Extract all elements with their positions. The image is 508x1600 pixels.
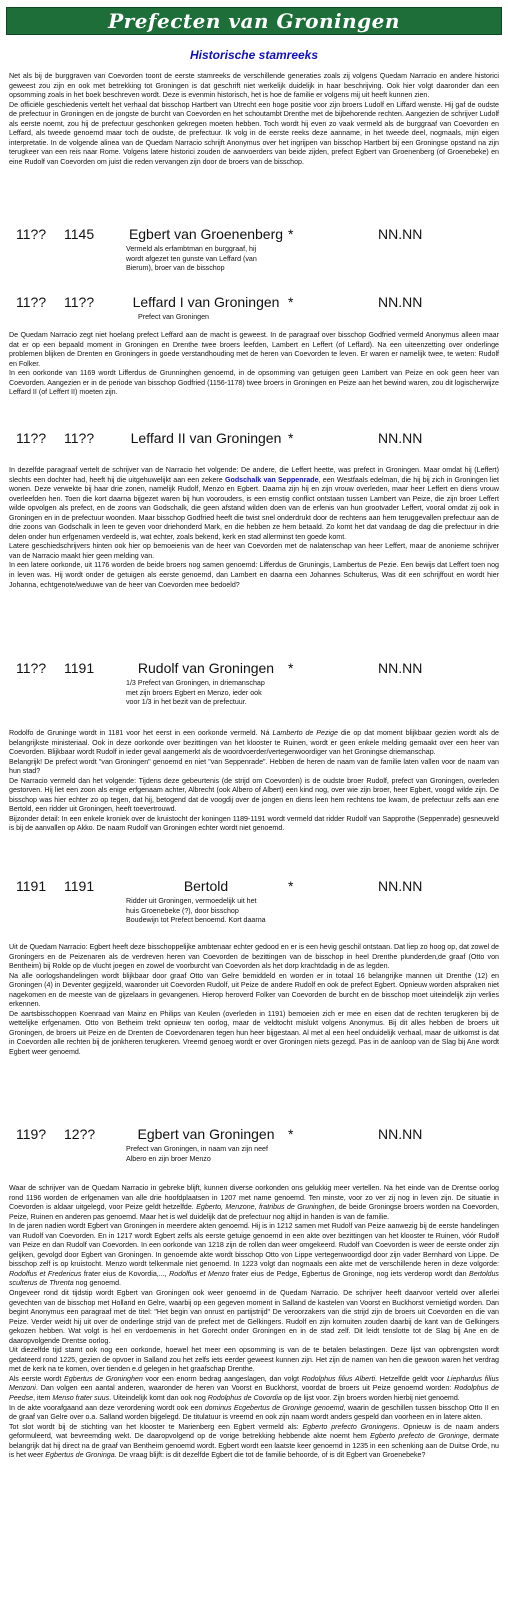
text-run-italic: Rodolphus de Peedse: [9, 1384, 499, 1403]
section-paragraph: De Narracio vermeld dan het volgende: Tijdens deze gebeurtenis (de strijd om Coevorden) is de oudste broer Rudolf, prefect van Groningen, overleden gestorven. Hij liet een zoon als enige erfgenaam achter, Albrecht (ook Albero of Albert) een kind nog, over wie zijn broer, heer Egbert, voogd wilde zijn. De bisschop was hier echter zo op tegen, dat hij, betogend dat de voogdij over de jongen en diens leen hem rechtens toe kwam, de prefectuur zelfs aan ene Bertold, een ridder uit Groningen, heeft toevertrouwd.: [9, 776, 499, 814]
section-paragraph: [9, 1222, 499, 1289]
description-line: 1/3 Prefect van Groningen, in driemanschap: [126, 679, 265, 687]
section-paragraph: Uit de Quedam Narracio: Egbert heeft deze bisschoppelijke ambtenaar echter gedood en er is een hevig geschil ontstaan. Dat liep zo hoog op, dat zowel de Groningers en de Peizenaren als de verdreven heren van Coevorden de bezittingen van de bisschop in heel Drenthe plunderden,de graaf (Otto von Bentheim) bij Rolde op de vlucht joegen en zowel de voorburcht van Coevorden als het dorp krachtdadig in de as legden.: [9, 943, 499, 971]
star-marker: *: [288, 226, 294, 242]
person-name: Egbert van Groenenberg: [128, 226, 284, 242]
text-run-italic: Egberto, Menzone, fratribus de Gruninghen: [196, 1203, 335, 1212]
text-run-italic: Egberto prefecto Groningens: [302, 1422, 398, 1431]
spouse-placeholder: NN.NN: [378, 294, 423, 310]
death-year: 1191: [64, 660, 95, 676]
text-run: , de beide Groningse broers worden na Coevorden, Peize, Ruinen en anderen pas genoemd. Maar het is wel duidelijk dat de prefectuur nog altijd in handen is van de familie.: [9, 1203, 500, 1221]
birth-year: 1191: [16, 878, 47, 894]
section-paragraph: De aartsbisschoppen Koenraad van Mainz en Philips van Keulen (overleden in 1191) bemoeien zich er mee en eisen dat de rechten terugkeren bij de wettelijke erfgenamen. Otto von Betheim trekt opnieuw ten oorlog, maar de veldtocht mislukt volgens Anonymus. Bij dit alles hebben de broers uit Groningen, de broers uit Peize en de Drenten de Coevordenaren tegen hun heer bijgestaan. Al met al een heel onduidelijk verhaal, maar de uitkomst is dat in Coevorden alle rechten bij de jonkheren terugkeren. Vreemd genoeg wordt er over Groningen niets gezegd. Pas in de aanloop van de Slag bij Ane wordt Egbert weer genoemd.: [9, 1009, 499, 1057]
text-run-italic: Rodolfus et Fredericus: [9, 1269, 82, 1278]
godschalk-link[interactable]: Godschalk van Seppenrade: [224, 475, 319, 484]
text-run: In de akte voorafgaand aan deze verordening wordt ook een: [9, 1403, 205, 1412]
text-run-italic: Liephardus filius Menzoni: [9, 1374, 499, 1393]
rudolf-text: [9, 729, 499, 834]
description-line: voor 1/3 in het bezit van de prefectuur.: [126, 698, 247, 707]
text-run: Als eerste wordt: [9, 1374, 65, 1383]
section-paragraph: [9, 1375, 499, 1404]
spouse-placeholder: NN.NN: [378, 226, 423, 242]
spouse-placeholder: NN.NN: [378, 660, 423, 676]
person-name: Leffard II van Groningen: [130, 430, 282, 446]
description-line: Prefect van Groningen, in naam van zijn neef: [126, 1145, 268, 1153]
section-paragraph: Ongeveer rond dit tijdstip wordt Egbert van Groningen ook weer genoemd in de Quedam Narracio. De schrijver heeft daarvoor verteld over allerlei gevechten van de bisschop met Holland en Gelre, waarbij op een gegeven moment in Salland de kastelen van Voorst en Buckhorst vernietigd worden. Dan begint Anonymus een paragraaf met de titel: "Het begin van onrust en partijstrijd" De veroorzakers van die strijd zijn de broers uit Coevorden en die van Peize. Verder weidt hij uit over de onderlinge strijd van de prefect met de Gelkingers. Rudolf en zijn kornuiten zouden daarbij de kant van de Gelkingers gekozen hebben. Wat volgt is hel en verdoemenis in het Gorecht onder Groningen en in de stad zelf. Dit leidt tenslotte tot de Slag bij Ane en de daaropvolgende Drentse oorlog.: [9, 1289, 499, 1345]
section-paragraph: In een latere oorkonde, uit 1176 worden de beide broers nog samen genoemd: Lifferdus de Gruningis, Lambertus de Pezie. Een bewijs dat Leffert toen nog in leven was. Hij wordt onder de getuigen als eerste genoemd, dan Lambert en daarna een Johannes Schulterus, Was dit een schrijffout en wordt hier Johanna, echtgenote/weduwe van de heer van Coevorden mee bedoeld?: [9, 561, 499, 589]
section-paragraph: [9, 729, 499, 758]
section-paragraph: Na alle oorlogshandelingen wordt blijkbaar door graaf Otto van Gelre bemiddeld en worden er in totaal 16 belangrijke mannen uit Drenthe (12) en Groningen (4) in Deventer gegijzeld, waaronder uit Coevorden Rudolf, uit Peize de andere Rudolf en ook de prefect Egbert. Opnieuw worden afspraken niet nagekomen en de meeste van de gijzelaars in gevangenen. Hierop heroverd Folker van Coevorden de burcht en de bisschop moet uiteindelijk zijn verlies erkennen.: [9, 971, 499, 1009]
person-name: Egbert van Groningen: [137, 1126, 275, 1142]
text-run: . De vraag blijft: is dit dezelfde Egbert die tot de familie behoorde, of is dit Egbert van Groenebeke?: [114, 1451, 426, 1460]
entry-description: [138, 313, 209, 323]
description-line: huis Groenebeke (?), door bisschop: [126, 906, 239, 915]
person-name: Bertold: [183, 878, 229, 894]
birth-year: 11??: [16, 660, 47, 676]
death-year: 1191: [64, 878, 95, 894]
title-banner: [6, 7, 502, 35]
death-year: 11??: [64, 430, 95, 446]
text-run: . Dan volgen een aantal anderen, waaronder de heren van Voorst en Buckhorst, voordat de broers uit Peize genoemd worden:: [35, 1384, 455, 1393]
text-run-italic: Rodolphus de Covordia: [207, 1394, 282, 1403]
text-run: In dezelfde paragraaf vertelt de schrijver van de Narracio het volgende: De andere, die Leffert heette, was prefect in Groningen. Maar omdat hij (Leffert) slechts een dochter had, heeft hij die uitgehuwelijkt aan een zekere: [9, 466, 499, 484]
star-marker: *: [288, 1126, 294, 1142]
star-marker: *: [288, 294, 294, 310]
text-run: , item: [33, 1394, 53, 1403]
text-run: , een Westfaals edelman, die hij bij zich in Groningen liet wonen. Deze verwekte bij haar drie zonen, namelijk Rudolf, Menzo en Egbert. Daarna zijn hij en zijn vrouw overleden, maar heer Leffert en diens vrouw overleefden hen. Toen die kort daarna bijgezet waren bij hun voorouders, is een ernstig conflict ontstaan tussen Lambert van Peize, die zijn broer Leffert wilde opvolgen als prefect, en de zoons van Godschalk, die geen afstand wilden doen van de erfenis van hun grootvader Leffert, vooral omdat zij ook in Groningen en in de prefectuur woonden. Maar bisschop Godfried heeft die twist snel onderdrukt door de rechtens aan hem teruggevallen prefectuur aan de drie zoons van Godschalk in leen te geven voor driehonderd Mark, en die hebben ze hem betaald. Zo komt het dat vandaag de dag die prefectuur in drie delen onder hun erfgenamen verdeeld is, wat echter, zoals bekend, kerk en stad allerminst ten goede komt.: [9, 475, 499, 541]
intro-paragraph: Net als bij de burggraven van Coevorden toont de eerste stamreeks de verschillende generaties zoals zij volgens Quedam Narracio en andere historici geweest zou zijn en ook met betrekking tot Groningen is dat geschrift niet werkelijk duidelijk in haar beschrijving. Ook hier volgt daaronder dan een opsomming zoals in het boek beschreven wordt. Deze is evenmin historisch, het is hoe de familie er volgens mij uit heeft kunnen zien.: [9, 72, 499, 100]
section-paragraph: De Quedam Narracio zegt niet hoelang prefect Leffard aan de macht is geweest. In de paragraaf over bisschop Godfried vermeld Anonymus alleen maar dat er op een bepaald moment in Groningen en Drenthe twee broers leefden, Lambert en Leffert (of Leffard). Na een uiteenzetting over onderlinge problemen blijken de Drenten en Groningers in goede verstandhouding met de heren van Coevorden te leven. Er waren er namelijk twee, te weten: Rudolf en Folker.: [9, 331, 499, 368]
description-line: Prefect van Groningen: [138, 313, 209, 321]
death-year: 12??: [64, 1126, 96, 1142]
intro-paragraph: De officiële geschiedenis vertelt het verhaal dat bisschop Hartbert van Utrecht een hoge positie voor zijn broers Ludolf en Liffard wenste. Hij gaf de oudste de prefectuur in Groningen en de jongste de burcht van Coevorden en het schoutambt Drenthe met de bijbehorende rechten. Aangezien de schrijver Ludolf als eerste noemt, zou hij de prefectuur geschonken gekregen moeten hebben. Toch wordt hij even zo vaak vermeld als de burggraaf van Coevorden en Leffard, als tweede genoemd maar toch de oudste, de prefectuur. Ik volg in de eerste reeks deze aanname, in het tweede deel, nogmaals, mijn eigen interpretatie. In de volgende alinea van de Quedam Narracio schrijft Anonymus over het ingrijpen van bisschop Hartbert bij een Groningse opstand na zijn terugkeer van een reis naar Rome. Volgens latere historici zouden de aanvoerders van beide zijden, prefect Egbert van Groenenberg (of Groenebeke) en eine Rudolf van Coevorden om juist die reden vervangen zijn door de broers van de bisschop.: [9, 100, 499, 166]
description-line: Ridder uit Groningen, vermoedelijk uit het: [126, 897, 257, 905]
text-run: frater eius de Kovordia,...,: [81, 1269, 170, 1278]
spouse-placeholder: NN.NN: [378, 430, 423, 446]
text-run: die op dat moment blijkbaar gezien wordt als de belangrijkste ministeriaal. Ook in deze oorkonde over bezittingen van het klooster te Ruinen, wordt er geen enkele melding gemaakt over een heer van Coevorden. Blijkbaar wordt Rudolf in ieder geval aangemerkt als de woordvoerder/vertegenwoordiger van het Groningse driemanschap.: [9, 729, 499, 757]
death-year: 11??: [64, 294, 95, 310]
bertold-text: [9, 943, 499, 1058]
text-run-italic: Rodolphus filius Alberti: [301, 1374, 376, 1383]
entry-description: [126, 679, 265, 708]
page-subtitle: Historische stamreeks: [189, 48, 319, 62]
text-run: . Hetzelfde geldt voor: [375, 1374, 447, 1383]
section-paragraph: Uit diezelfde tijd stamt ook nog een oorkonde, hoewel het meer een opsomming is van de te betalen belastingen. Deze lijst van opbrengsten wordt gedateerd rond 1225, gezien de opvoer in Salland zou het zelfs iets eerder geweest kunnen zijn. Het zijn de namen van hen die gewoon waren het verdrag met de kerk na te komen, over tienden e.d gelegen in het graafschap Drenthe.: [9, 1346, 499, 1374]
leffard-ii-text: [9, 466, 499, 590]
text-run: voor een enorm bedrag aangeslagen, dan volgt: [142, 1374, 302, 1383]
birth-year: 11??: [16, 430, 47, 446]
text-run-italic: Bertoldus sculterus de Threnta: [9, 1269, 499, 1288]
text-run: . Uiteindelijk komt dan ook nog: [109, 1394, 208, 1403]
text-run: frater eius de Pedge, Egbertus de Groninge, nog iets verderop wordt dan: [229, 1269, 470, 1278]
birth-year: 11??: [16, 226, 47, 242]
text-run: Tot slot wordt bij de stichting van het klooster te Marienberg een Egbert vermeld als:: [9, 1422, 303, 1431]
person-name: Rudolf van Groningen: [137, 660, 275, 676]
spouse-placeholder: NN.NN: [378, 1126, 423, 1142]
text-run: . Opnieuw is de naam anders geformuleerd, wat bevreemding wekt. De daaropvolgend op de vorige betrekking hebbende akte noemt hem: [9, 1422, 499, 1441]
text-run-italic: Menso frater suus: [52, 1394, 110, 1403]
section-paragraph: Latere geschiedschrijvers hinten ook hier op bemoeienis van de heer van Coevorden met de nalatenschap van heer Leffert, maar de anonieme schrijver van de Narracio maakt hier geen melding van.: [9, 542, 499, 560]
description-line: Boudewijn tot Prefect benoemd. Kort daarna: [126, 916, 266, 925]
death-year: 1145: [64, 226, 95, 242]
text-run: , waarin de geschillen tussen bisschop Otto II en de graaf van Gelre over o.a. Salland worden bijgelegd. De titulatuur is vreemd en ook zijn naam wordt anders gespeld dan voorheen en in latere akten.: [9, 1403, 499, 1422]
text-run-italic: dominus Ecgebertus de Groninge genoemd: [204, 1403, 344, 1412]
text-run-italic: Rodolfus et Menzo: [169, 1269, 230, 1278]
entry-description: [126, 245, 257, 274]
text-run: Rodolfo de Gruninge wordt in 1181 voor het eerst in een oorkonde vermeld. Ná: [9, 729, 273, 737]
description-line: Albero en zijn broer Menzo: [126, 1154, 211, 1163]
section-paragraph: [9, 466, 499, 542]
star-marker: *: [288, 430, 294, 446]
spouse-placeholder: NN.NN: [378, 878, 423, 894]
banner-title: Prefecten van Groningen: [108, 9, 400, 33]
text-run: In de jaren nadien wordt Egbert van Groningen in meerdere akten genoemd. Hij is in 1212 samen met Rudolf van Peize aanwezig bij de eerste handelingen van Rudolf van Coevorden. En in 1217 wordt Egbert zelfs als eerste getuige genoemd in een akte over bezittingen van het klooster te Ruinen, vóór Rudolf van Peize en dan Rudolf van Coevorden. In een oorkonde van 1218 zijn de rollen dan weer omgekeerd. Rudolf van Coevorden is weer de eerste onder zijn gelijken, gevolgd door Egbert van Groningen. In genoemde akte wordt bisschop Otto von Lippe vertegenwoordigd door zijn vader Bernhard von Lippe. De bisschop zelf is op kruistocht. Menzo wordt telkenmale niet genoemd. In 1223 volgt dan nogmaals een akte met de verschillende heren in deze volgorde:: [9, 1222, 499, 1269]
text-run: op de lijst voor. Zijn broers worden hierbij niet genoemd.: [281, 1394, 460, 1403]
leffard-i-text: [9, 331, 499, 398]
intro-text: [9, 72, 499, 167]
description-line: Vermeld als erfambtman en burggraaf, hij: [126, 245, 257, 253]
description-line: wordt afgezet ten gunste van Leffard (van: [126, 254, 257, 263]
star-marker: *: [288, 878, 294, 894]
text-run: Waar de schrijver van de Quedam Narracio in gebreke blijft, kunnen diverse oorkonden ons gelukkig meer vertellen. Na het einde van de Drentse oorlog rond 1196 worden de erfgenamen van alle drie hoofdplaatsen in 1207 met name genoemd. Ten minste, voor zo ver zij nog in leven zijn. De situatie in Coevorden is aldaar uitgelegd, voor Peize geldt hetzelfde.: [9, 1184, 499, 1212]
section-paragraph: [9, 1423, 499, 1461]
section-paragraph: Bijzonder detail: In een enkele kroniek over de kruistocht der koningen 1189-1191 wordt vermeld dat ridder Rudolf van Sapprothe (Seppenrade) gesneuveld is bij de aanvallen op Akko. De naam Rudolf van Groningen echter wordt niet genoemd.: [9, 814, 499, 833]
text-run-italic: Egbertus de Groninghen: [64, 1374, 143, 1383]
text-run-italic: Egbertus de Groninga: [45, 1451, 115, 1460]
entry-description: [126, 1145, 268, 1164]
section-paragraph: In een oorkonde van 1169 wordt Lifferdus de Grunninghen genoemd, in de opsomming van getuigen geen Lambert van Peize en ook geen heer van Coevorden. Aangezien er in de periode van bisschop Godfried (1156-1178) twee broers in Groningen en Peize aan het bewind waren, zou dit logischerwijze Leffard II (of Leffert II) moeten zijn.: [9, 369, 499, 397]
section-paragraph: [9, 1184, 499, 1222]
entry-description: [126, 897, 266, 926]
star-marker: *: [288, 660, 294, 676]
text-run-italic: Lamberto de Pezige: [272, 729, 338, 737]
birth-year: 11??: [16, 294, 47, 310]
description-line: met zijn broers Egbert en Menzo, ieder ook: [126, 688, 262, 697]
description-line: Bierum), broer van de bisschop: [126, 264, 225, 273]
egbert-text: [9, 1184, 499, 1461]
text-run: nog genoemd.: [73, 1279, 122, 1288]
text-run: , dermate belangrijk dat hij direct na de graaf van Bentheim genoemd wordt. Egbert wordt een laatste keer genoemd in 1235 in een schenking aan de Duitse Orde, nu is het weer: [9, 1432, 500, 1460]
section-paragraph: Belangrijk! De prefect wordt "van Groningen" genoemd en niet "van Seppenrade". Hebben de heren de naam van de familie laten vallen voor de naam van hun stad?: [9, 757, 499, 776]
section-paragraph: [9, 1404, 499, 1423]
birth-year: 119?: [16, 1126, 47, 1142]
person-name: Leffard I van Groningen: [132, 294, 280, 310]
text-run-italic: Egberto prefecto de Groninge: [370, 1432, 468, 1441]
